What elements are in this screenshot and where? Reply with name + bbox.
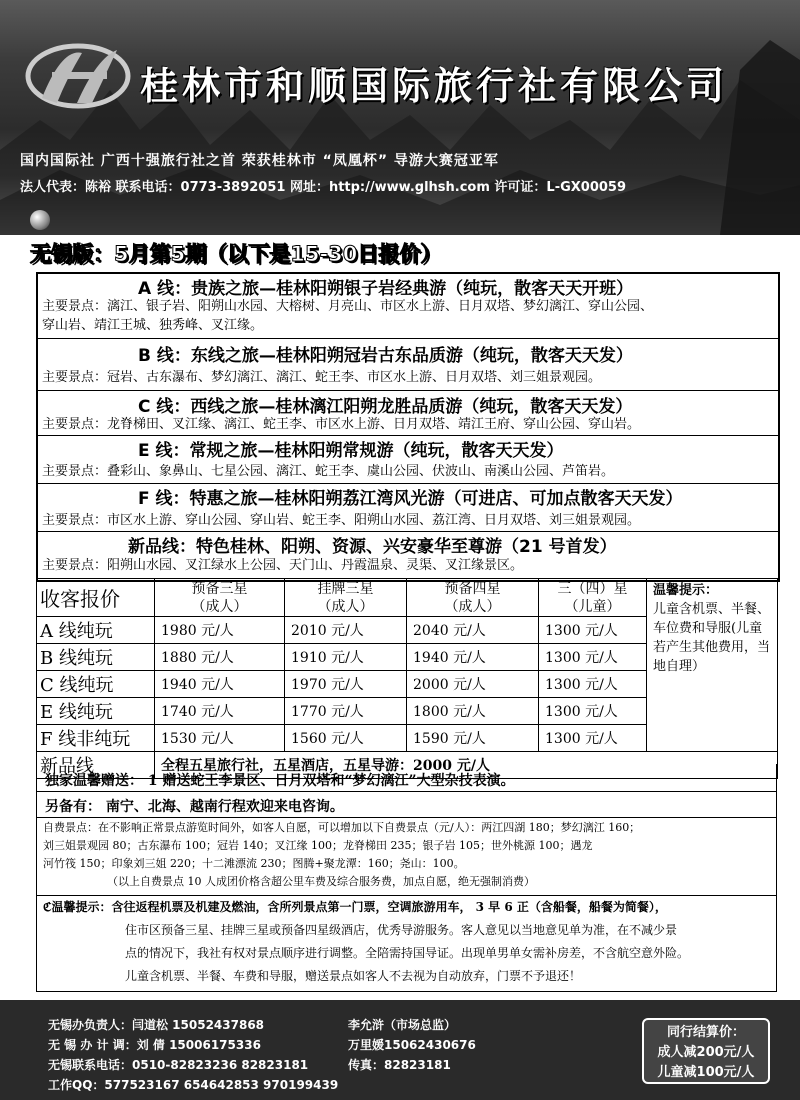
market-director: 李允浒（市场总监） [348,1018,457,1032]
line-e-title: E 线：常规之旅—桂林阳朔常规游（纯玩，散客天天发） [138,441,564,461]
notes-box [36,896,777,992]
company-contact: 法人代表：陈裕 联系电话：0773-3892051 网址：http://www.glhsh.com 许可证：L-GX00059 [20,180,627,195]
header-cell: 预备四星 （成人） [407,579,539,617]
route-cell: A 线纯玩 [37,617,155,644]
route-cell: C 线纯玩 [37,671,155,698]
notes-line: ℭ温馨提示：含往返程机票及机建及燃油，含所列景点第一门票，空调旅游用车， 3 早 6 正（含船餐，船餐为简餐）， [43,900,667,914]
self-pay-box [36,818,777,896]
line-e-sites: 主要景点：叠彩山、象鼻山、七星公园、漓江、蛇王李、虞山公园、伏波山、南溪山公园、芦笛岩。 [42,464,615,479]
self-pay-note: （以上自费景点 10 人成团价格含超公里车费及综合服务费，加点自愿，绝无强制消费） [107,875,535,888]
peer-adult: 成人减200元/人 [657,1045,755,1060]
office-planner: 无 锡 办 计 调：刘 倩 15006175336 [48,1038,261,1052]
tour-lines-box [36,272,780,582]
price-cell: 1940 元/人 [407,644,539,671]
notes-line: 点的情况下，我社有权对景点顺序进行调整。全陪需持国导证。出现单男单女需补房差，不含航空意外险。 [125,946,690,960]
price-cell: 1590 元/人 [407,725,539,752]
line-f-sites: 主要景点：市区水上游、穿山公园、穿山岩、蛇王李、阳朔山水园、荔江湾、日月双塔、刘三姐景观园。 [42,513,641,528]
price-cell: 2040 元/人 [407,617,539,644]
price-cell: 2010 元/人 [285,617,407,644]
warm-tip-title: 温馨提示： [653,583,719,598]
company-name: 桂林市和顺国际旅行社有限公司 [140,64,729,108]
planner-contact: 万里媛15062430676 [348,1038,476,1052]
price-cell: 1880 元/人 [155,644,285,671]
price-cell: 1800 元/人 [407,698,539,725]
price-cell: 2000 元/人 [407,671,539,698]
office-phone: 无锡联系电话：0510-82823236 82823181 [48,1058,309,1072]
price-cell: 1980 元/人 [155,617,285,644]
extra-box: 另备有： 南宁、北海、越南行程欢迎来电咨询。 [36,792,777,818]
header-cell: 预备三星 （成人） [155,579,285,617]
sphere-icon [30,210,50,230]
price-cell: 1300 元/人 [539,644,647,671]
price-cell: 1970 元/人 [285,671,407,698]
header-cell: 挂牌三星 （成人） [285,579,407,617]
line-new-sites: 主要景点：阳朔山水园、叉江绿水上公园、天门山、丹霞温泉、灵渠、叉江缘景区。 [42,558,524,573]
price-cell: 1300 元/人 [539,617,647,644]
peer-child: 儿童减100元/人 [657,1065,755,1080]
mountain-landscape-image [0,0,800,235]
divider [38,390,778,391]
edition-period: 无锡版：5月第5期（以下是15-30日报价） [30,242,442,266]
price-table [36,578,778,779]
office-fax: 传真：82823181 [348,1058,451,1072]
price-cell: 1560 元/人 [285,725,407,752]
notes-line: 住市区预备三星、挂牌三星或预备四星级酒店，优秀导游服务。客人意见以当地意见单为准，在不减少景 [125,923,678,937]
warm-tip-text: 儿童含机票、半餐、车位费和导服(儿童若产生其他费用，当地自理） [653,602,771,674]
company-tagline: 国内国际社 广西十强旅行社之首 荣获桂林市 “凤凰杯” 导游大赛冠亚军 [20,153,499,169]
office-manager: 无锡办负责人：闫道松 15052437868 [48,1018,265,1032]
self-pay-line: 刘三姐景观园 80；古东瀑布 100；冠岩 140；叉江缘 100；龙脊梯田 235；银子岩 105；世外桃源 100；遇龙 [43,839,593,852]
line-new-title: 新品线：特色桂林、阳朔、资源、兴安豪华至尊游（21 号首发） [128,537,617,557]
price-cell: 1300 元/人 [539,671,647,698]
line-c-title: C 线：西线之旅—桂林漓江阳朔龙胜品质游（纯玩，散客天天发） [138,397,633,417]
line-a-sites-1: 主要景点：漓江、银子岩、阳朔山水园、大榕树、月亮山、市区水上游、日月双塔、梦幻漓江、穿山公园、 [42,299,654,314]
divider [38,338,778,339]
header-cell: 三（四）星 （儿童） [539,579,647,617]
line-b-title: B 线：东线之旅—桂林阳朔冠岩古东品质游（纯玩，散客天天发） [138,346,633,366]
line-a-title: A 线：贵族之旅—桂林阳朔银子岩经典游（纯玩，散客天天开班） [138,279,634,299]
price-cell: 1770 元/人 [285,698,407,725]
price-cell: 1300 元/人 [539,698,647,725]
line-b-sites: 主要景点：冠岩、古东瀑布、梦幻漓江、漓江、蛇王李、市区水上游、日月双塔、刘三姐景观园。 [42,370,602,385]
peer-title: 同行结算价： [666,1025,745,1040]
price-cell: 1530 元/人 [155,725,285,752]
route-cell: 新品线 [37,752,155,779]
header-banner [0,0,800,266]
company-logo-icon [22,38,134,113]
route-cell: B 线纯玩 [37,644,155,671]
peer-settlement-badge [642,1018,770,1084]
price-cell: 1300 元/人 [539,725,647,752]
price-table-corner: 收客报价 [37,579,155,617]
gift-box: 独家温馨赠送： 1 赠送蛇王李景区、日月双塔和“梦幻漓江”大型杂技表演。 [36,764,777,792]
price-cell: 1740 元/人 [155,698,285,725]
warm-tip-cell [647,579,778,752]
route-cell: F 线非纯玩 [37,725,155,752]
new-line-desc: 全程五星旅行社，五星酒店，五星导游：2000 元/人 [155,752,778,779]
route-cell: E 线纯玩 [37,698,155,725]
price-cell: 1940 元/人 [155,671,285,698]
line-a-sites-2: 穿山岩、靖江王城、独秀峰、叉江缘。 [42,318,264,333]
line-f-title: F 线：特惠之旅—桂林阳朔荔江湾风光游（可进店、可加点散客天天发） [138,489,683,509]
price-cell: 1910 元/人 [285,644,407,671]
self-pay-line: 河竹筏 150；印象刘三姐 220；十二滩漂流 230；图腾+聚龙潭：160；尧山：100。 [43,857,465,870]
notes-line: 儿童含机票、半餐、车费和导服，赠送景点如客人不去视为自动放弃，门票不予退还！ [125,969,582,983]
line-c-sites: 主要景点：龙脊梯田、叉江缘、漓江、蛇王李、市区水上游、日月双塔、靖江王府、穿山公园、穿山岩。 [42,417,641,432]
self-pay-line: 自费景点：在不影响正常景点游览时间外，如客人自愿，可以增加以下自费景点（元/人）：两江四湖 180；梦幻漓江 160； [43,821,641,834]
work-qq: 工作QQ：577523167 654642853 970199439 [48,1078,339,1092]
